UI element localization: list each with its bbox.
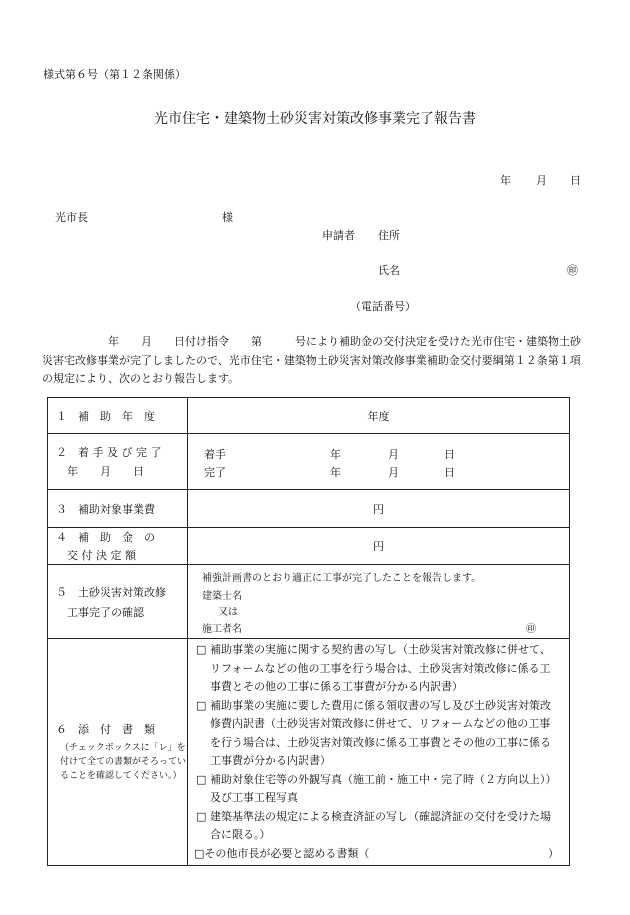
completion-confirmation[interactable] xyxy=(188,565,570,639)
row6-label xyxy=(48,639,188,866)
list-item[interactable] xyxy=(192,771,559,808)
list-item[interactable] xyxy=(192,641,559,697)
project-cost-field[interactable]: 円 xyxy=(188,490,570,528)
end-month-label: 月 xyxy=(388,465,399,479)
start-day-label: 日 xyxy=(444,447,455,461)
row2-label-line2: 年 月 日 xyxy=(56,465,144,478)
attachment-item-3: 補助対象住宅等の外観写真（施工前・施工中・完了時（２方向以上））及び工事工程写真 xyxy=(210,772,557,804)
form-number: 様式第６号（第１２条関係） xyxy=(43,68,186,81)
table-row xyxy=(48,565,570,639)
architect-label: 建築士名 xyxy=(202,590,242,602)
table-row xyxy=(48,398,570,434)
row2-label xyxy=(48,434,188,490)
seal-mark: ㊞ xyxy=(526,623,536,635)
row4-label-line1: ４ 補 助 金 の xyxy=(56,531,155,544)
attachment-item-2: 補助事業の実施に要した費用に係る領収書の写し及び土砂災害対策改修費内訳書（土砂災害対策改修に併せて、リフォームなどの他の工事を行う場合は、土砂災害対策改修に係る工事費とその他の工事に係る工事費が分かる内訳書） xyxy=(210,698,551,767)
or-label: 又は xyxy=(218,606,238,618)
row5-label-line2: 工事完了の確認 xyxy=(56,605,144,619)
attachment-item-4: 建築基準法の規定による検査済証の写し（確認済証の交付を受けた場合に限る。） xyxy=(210,809,551,841)
checkbox-icon[interactable]: □ xyxy=(196,698,207,712)
list-item[interactable] xyxy=(192,845,559,864)
end-label: 完了 xyxy=(204,465,226,479)
list-item[interactable] xyxy=(192,808,559,845)
table-row xyxy=(48,528,570,565)
checkbox-icon[interactable]: □ xyxy=(196,809,207,823)
intro-line-1: 年 月 日付け指令 第 号により補助金の交付決定を受けた光市住宅・建築物土砂 xyxy=(42,335,581,348)
row6-note: （チェックボックスに「レ」を付けて全ての書類がそろっていることを確認してください。） xyxy=(60,743,187,781)
row6-label-title: ６ 添 付 書 類 xyxy=(56,723,155,736)
addressee-honorific: 様 xyxy=(222,211,233,224)
row5-label-line1: ５ 土砂災害対策改修 xyxy=(56,585,166,599)
page-title: 光市住宅・建築物土砂災害対策改修事業完了報告書 xyxy=(154,111,476,127)
date-year-label: 年 xyxy=(500,174,511,187)
attachment-item-1: 補助事業の実施に関する契約書の写し（土砂災害対策改修に併せて、リフォームなどの他の工事を行う場合は、土砂災害対策改修に係る工事費とその他の工事に係る工事費が分かる内訳書） xyxy=(210,643,551,693)
intro-paragraph xyxy=(42,333,582,389)
start-month-label: 月 xyxy=(388,447,399,461)
row5-label xyxy=(48,565,188,639)
start-end-dates[interactable] xyxy=(188,434,570,490)
start-label: 着手 xyxy=(204,447,226,461)
row3-label: ３ 補助対象事業費 xyxy=(48,490,188,528)
applicant-label: 申請者 xyxy=(322,229,355,242)
grant-amount-field[interactable]: 円 xyxy=(188,528,570,565)
attachment-other-close: ） xyxy=(548,846,559,860)
attachment-other: □その他市長が必要と認める書類（ xyxy=(194,846,370,860)
end-day-label: 日 xyxy=(444,465,455,479)
addressee: 光市長 xyxy=(55,211,88,224)
row2-label-line1: ２ 着 手 及 び 完 了 xyxy=(56,446,162,459)
contractor-label: 施工者名 xyxy=(202,623,242,635)
row4-label xyxy=(48,528,188,565)
checkbox-icon[interactable]: □ xyxy=(196,772,207,786)
seal-mark: ㊞ xyxy=(567,264,578,277)
list-item[interactable] xyxy=(192,697,559,771)
applicant-name-label: 氏名 xyxy=(378,264,400,277)
start-year-label: 年 xyxy=(330,447,341,461)
table-row xyxy=(48,434,570,490)
end-year-label: 年 xyxy=(330,465,341,479)
phone-label: （電話番号） xyxy=(350,300,416,313)
table-row xyxy=(48,490,570,528)
fiscal-year-field[interactable]: 年度 xyxy=(188,398,570,434)
date-month-label: 月 xyxy=(536,174,547,187)
intro-line-2: 災害宅改修事業が完了しましたので、光市住宅・建築物土砂災害対策改修事業補助金交付要綱第１２条第１項 xyxy=(42,353,581,367)
date-day-label: 日 xyxy=(570,174,581,187)
row4-label-line2: 交 付 決 定 額 xyxy=(56,549,136,562)
report-table xyxy=(47,397,570,866)
completion-statement: 補強計画書のとおり適正に工事が完了したことを報告します。 xyxy=(202,572,482,584)
row1-label: １ 補 助 年 度 xyxy=(48,398,188,434)
attachments-list xyxy=(188,639,570,866)
applicant-address-label: 住所 xyxy=(378,229,400,242)
table-row xyxy=(48,639,570,866)
intro-line-3: の規定により、次のとおり報告します。 xyxy=(42,372,240,385)
checkbox-icon[interactable]: □ xyxy=(196,643,207,656)
